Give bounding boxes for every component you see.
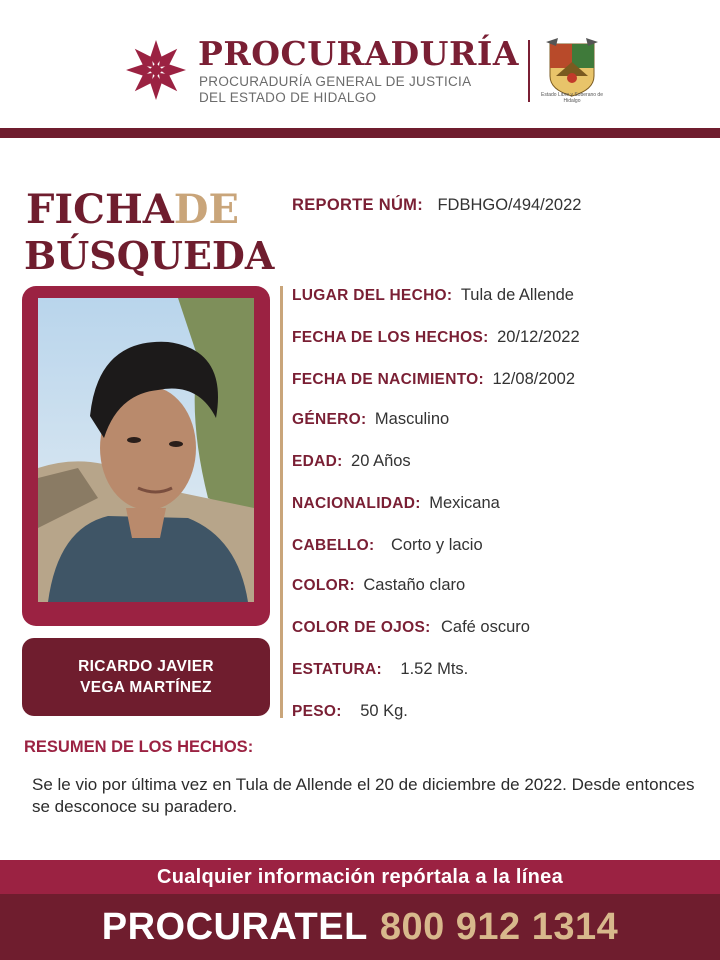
summary-text: Se le vio por última vez en Tula de Allende el 20 de diciembre de 2022. Desde entonces se desconoce su paradero. [32,775,695,816]
field-value: Corto y lacio [390,536,483,554]
brand-subtitle-line2: DEL ESTADO DE HIDALGO [199,90,377,105]
headline-ficha-word: FICHA [26,186,174,233]
field-value: Castaño claro [363,576,466,594]
section-divider [280,286,283,718]
field-label: CABELLO: [292,537,375,554]
star-flower-logo-icon [124,38,188,102]
header [0,0,720,128]
person-name-box [22,638,270,716]
field-color [292,576,465,595]
cta-banner [0,860,720,894]
report-number-value: FDBHGO/494/2022 [437,196,582,214]
field-value: Tula de Allende [460,286,574,304]
hotline-brand: PROCURATEL [101,905,368,948]
brand-subtitle-line1: PROCURADURÍA GENERAL DE JUSTICIA [199,74,472,89]
hotline-phone[interactable]: 800 912 1314 [379,905,619,948]
field-label: NACIONALIDAD: [292,495,421,512]
field-edad [292,452,411,471]
report-number [292,196,581,215]
headline-ficha [26,188,239,232]
field-label: PESO: [292,703,342,720]
cta-text: Cualquier información repórtala a la línea [156,865,564,888]
field-fecha-hechos [292,328,580,347]
field-label: FECHA DE LOS HECHOS: [292,329,489,346]
field-value: 20 Años [351,452,411,470]
field-estatura [292,660,468,679]
field-label: FECHA DE NACIMIENTO: [292,371,484,388]
field-value: Café oscuro [441,618,530,636]
field-value: 12/08/2002 [492,370,576,388]
field-label: ESTATURA: [292,661,382,678]
field-value: 1.52 Mts. [400,660,469,678]
headline-de-word: DE [173,186,239,233]
photo-frame [22,286,270,626]
field-label: GÉNERO: [292,411,367,428]
brand-title: PROCURADURÍA [198,34,519,73]
report-number-label: REPORTE NÚM: [292,196,424,214]
field-value: 50 Kg. [360,702,408,720]
headline-busqueda: BÚSQUEDA [24,233,275,278]
field-label: LUGAR DEL HECHO: [292,287,453,304]
field-peso [292,702,408,721]
field-color-ojos [292,618,530,637]
field-value: Masculino [374,410,450,428]
field-nacionalidad [292,494,500,513]
summary-label: RESUMEN DE LOS HECHOS: [24,738,254,756]
header-bar [0,128,720,138]
person-photo [38,298,254,602]
field-label: COLOR DE OJOS: [292,619,431,636]
header-divider [528,40,530,102]
field-lugar [292,286,574,305]
field-genero [292,410,449,429]
coat-caption: Estado Libre y Soberano de Hidalgo [541,92,603,104]
field-cabello [292,536,483,555]
field-value: 20/12/2022 [497,328,580,346]
field-fecha-nacimiento [292,370,575,389]
field-label: EDAD: [292,453,343,470]
field-value: Mexicana [429,494,500,512]
field-label: COLOR: [292,577,355,594]
hotline-banner [0,894,720,960]
person-name-line2: VEGA MARTÍNEZ [80,679,212,696]
person-name-line1: RICARDO JAVIER [78,658,214,675]
brand-subtitle [199,74,471,106]
